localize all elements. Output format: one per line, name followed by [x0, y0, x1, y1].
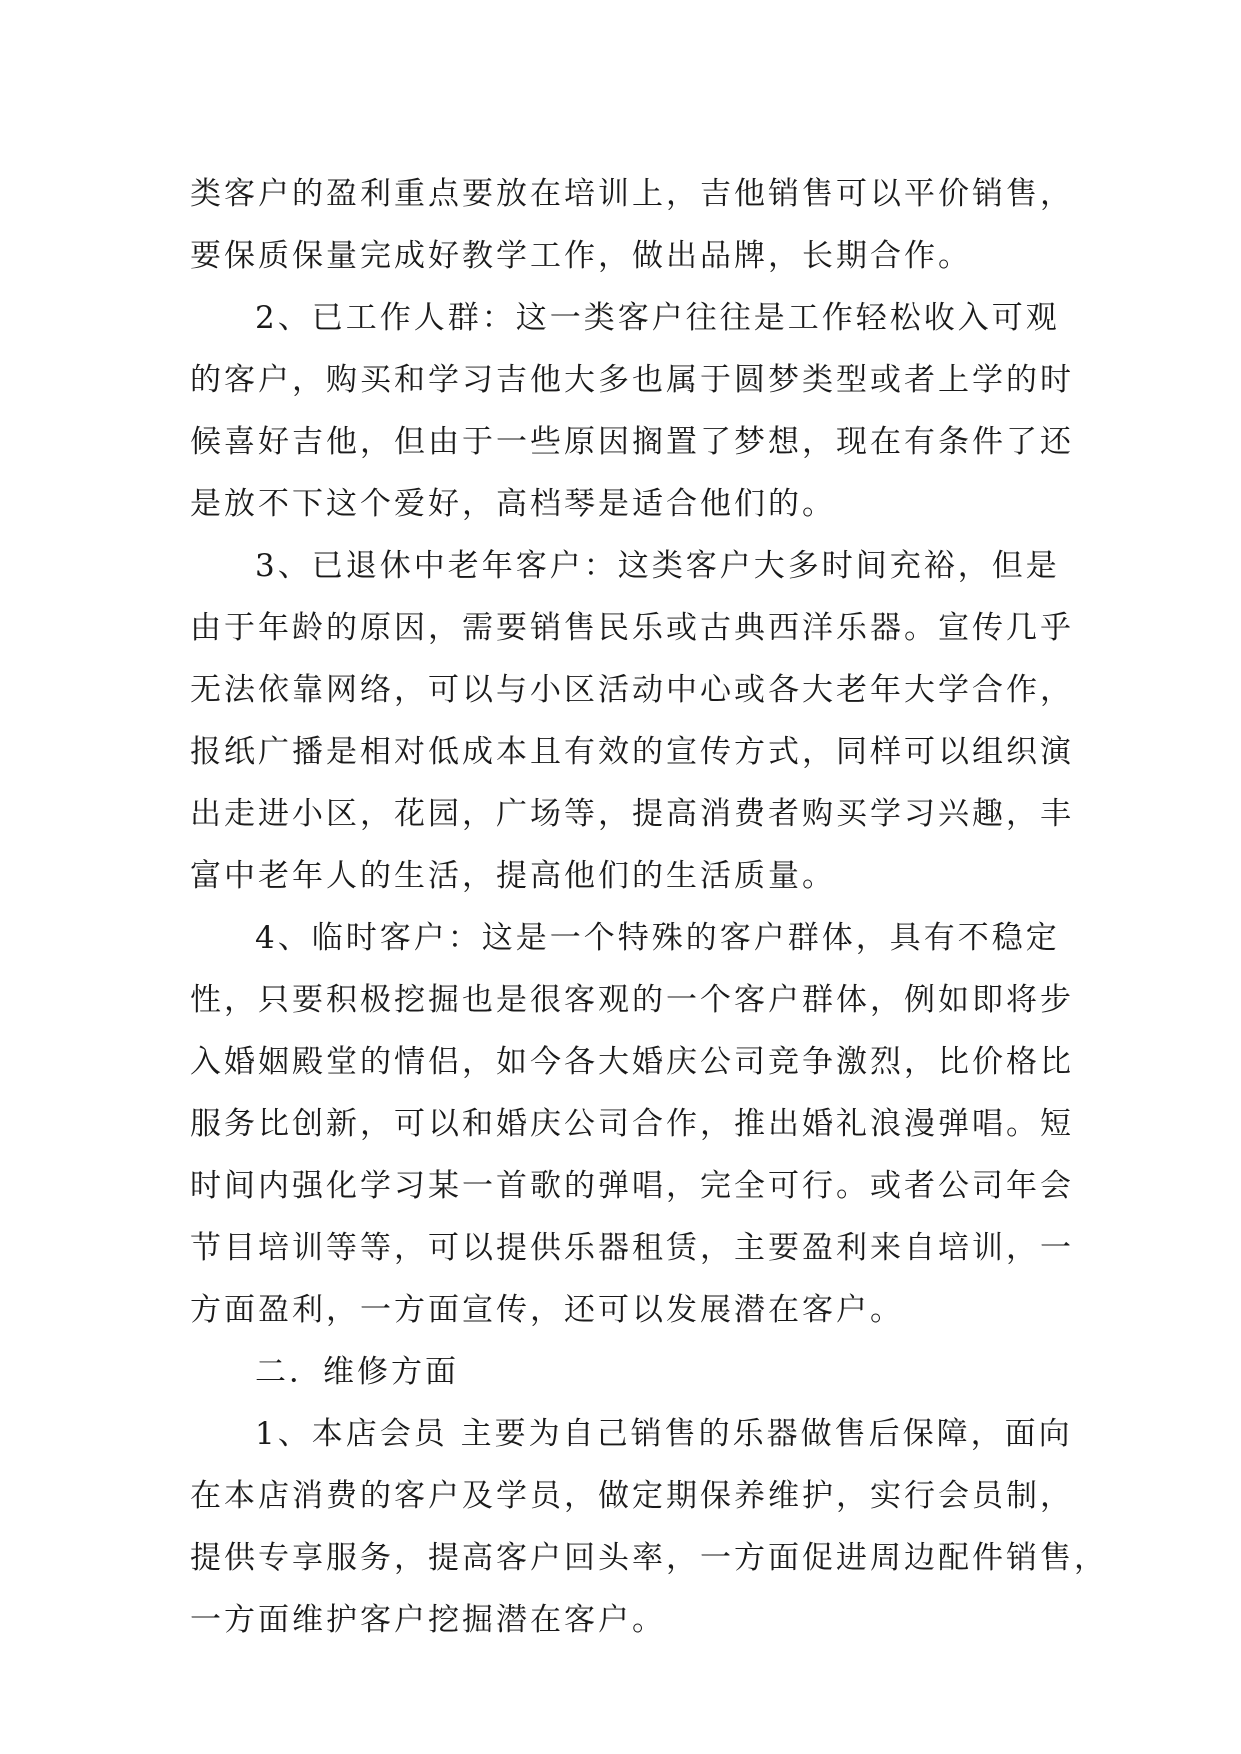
text-line: 是放不下这个爱好，高档琴是适合他们的。 — [190, 486, 836, 522]
text-line: 节目培训等等，可以提供乐器租赁，主要盈利来自培训，一 — [190, 1230, 1074, 1266]
paragraph-start-line: 4、临时客户：这是一个特殊的客户群体，具有不稳定 — [255, 920, 1060, 956]
text-line: 候喜好吉他，但由于一些原因搁置了梦想，现在有条件了还 — [190, 424, 1074, 460]
text-line: 服务比创新，可以和婚庆公司合作，推出婚礼浪漫弹唱。短 — [190, 1106, 1074, 1142]
text-line: 方面盈利，一方面宣传，还可以发展潜在客户。 — [190, 1292, 904, 1328]
text-line: 报纸广播是相对低成本且有效的宣传方式，同样可以组织演 — [190, 734, 1074, 770]
text-line: 出走进小区，花园，广场等，提高消费者购买学习兴趣，丰 — [190, 796, 1074, 832]
text-line: 无法依靠网络，可以与小区活动中心或各大老年大学合作， — [190, 672, 1074, 708]
text-line: 入婚姻殿堂的情侣，如今各大婚庆公司竞争激烈，比价格比 — [190, 1044, 1074, 1080]
text-line: 时间内强化学习某一首歌的弹唱，完全可行。或者公司年会 — [190, 1168, 1074, 1204]
text-line: 富中老年人的生活，提高他们的生活质量。 — [190, 858, 836, 894]
paragraph-start-line: 3、已退休中老年客户：这类客户大多时间充裕，但是 — [255, 548, 1060, 584]
text-line: 性，只要积极挖掘也是很客观的一个客户群体，例如即将步 — [190, 982, 1074, 1018]
text-line: 提供专享服务，提高客户回头率，一方面促进周边配件销售， — [190, 1540, 1108, 1576]
text-line: 类客户的盈利重点要放在培训上，吉他销售可以平价销售， — [190, 176, 1074, 212]
body-text — [190, 163, 1108, 1651]
text-line: 的客户，购买和学习吉他大多也属于圆梦类型或者上学的时 — [190, 362, 1074, 398]
section-heading: 二．维修方面 — [255, 1354, 459, 1390]
text-line: 在本店消费的客户及学员，做定期保养维护，实行会员制， — [190, 1478, 1074, 1514]
text-line: 由于年龄的原因，需要销售民乐或古典西洋乐器。宣传几乎 — [190, 610, 1074, 646]
paragraph-start-line: 2、已工作人群：这一类客户往往是工作轻松收入可观 — [255, 300, 1060, 336]
paragraph-start-line: 1、本店会员 主要为自己销售的乐器做售后保障，面向 — [255, 1416, 1073, 1452]
text-line: 一方面维护客户挖掘潜在客户。 — [190, 1602, 666, 1638]
text-line: 要保质保量完成好教学工作，做出品牌，长期合作。 — [190, 238, 972, 274]
